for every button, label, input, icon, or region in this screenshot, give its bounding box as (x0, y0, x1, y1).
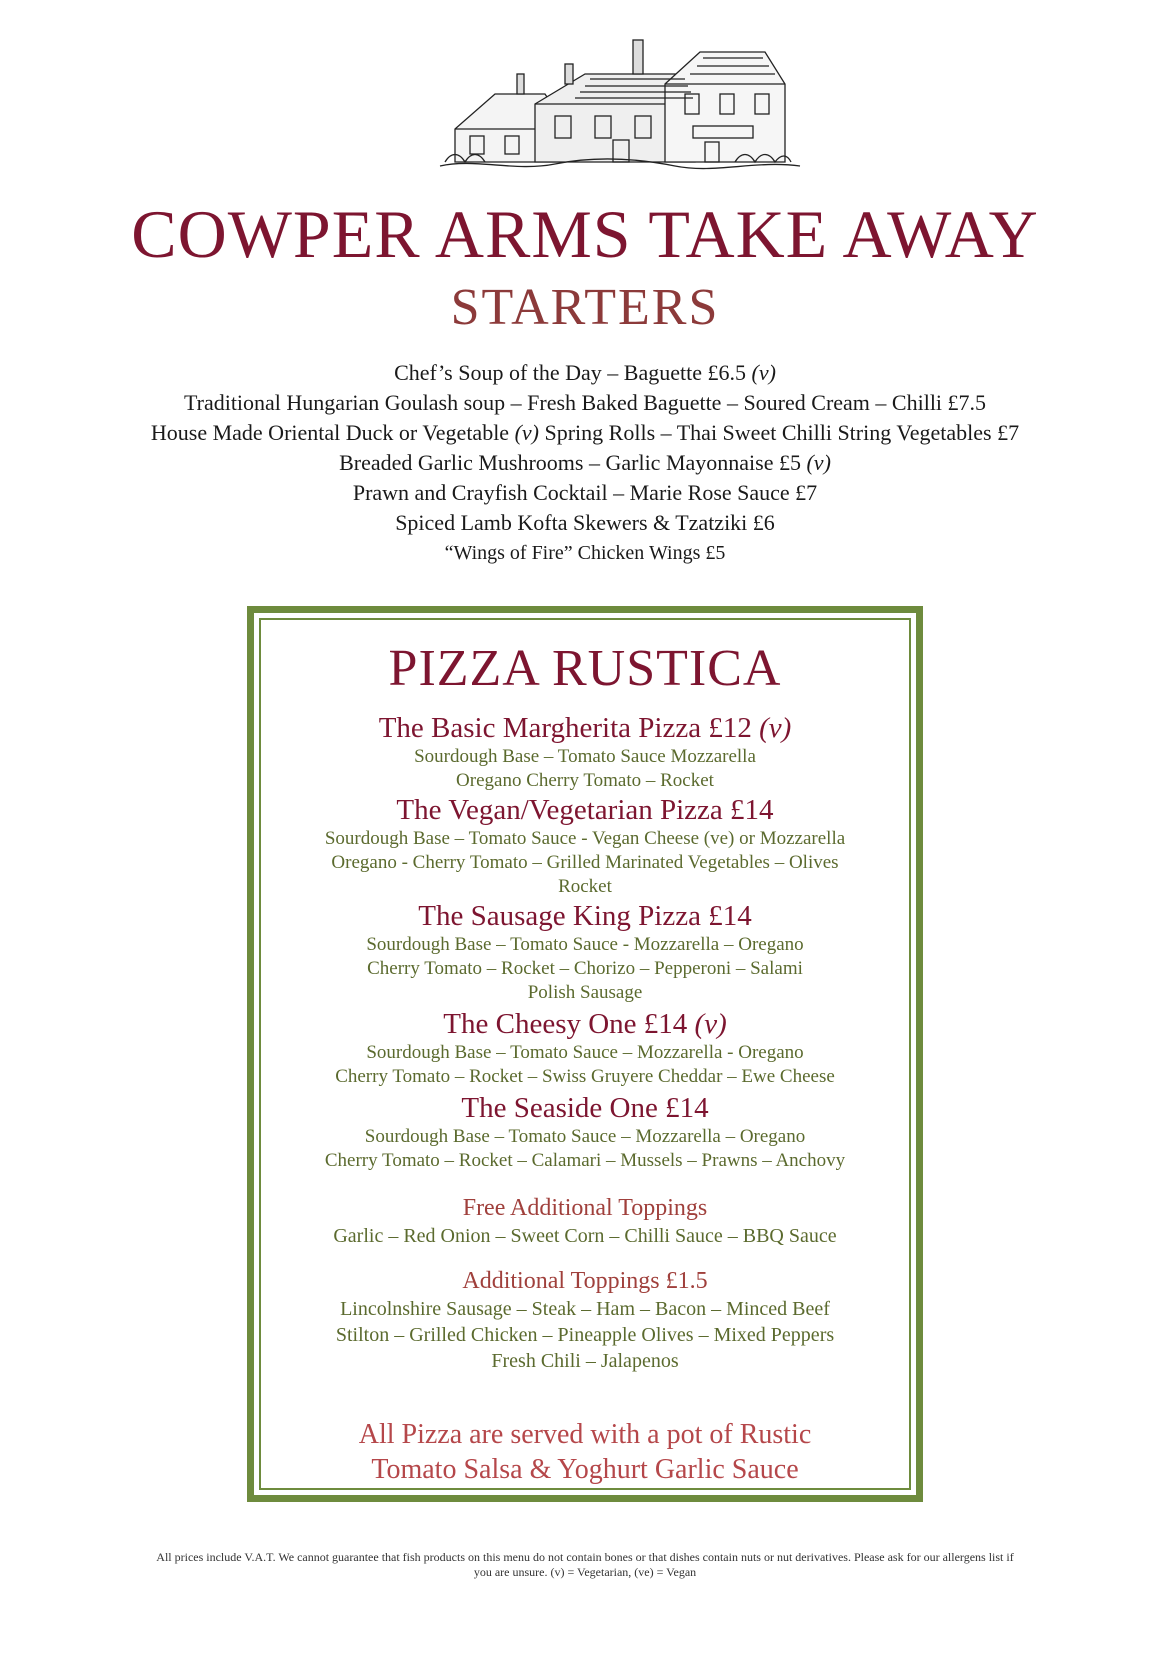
section-title-starters: STARTERS (450, 279, 720, 336)
pizza-description: Cherry Tomato – Rocket – Calamari – Mussels – Prawns – Anchovy (324, 1150, 846, 1171)
restaurant-title: COWPER ARMS TAKE AWAY (131, 196, 1039, 272)
pizza-description: Sourdough Base – Tomato Sauce Mozzarella (414, 746, 756, 767)
pizza-name: The Seaside One £14 (461, 1092, 709, 1124)
served-note: All Pizza are served with a pot of Rustic Tomato Salsa & Yoghurt Garlic Sauce (358, 1419, 812, 1485)
starter-item: Breaded Garlic Mushrooms – Garlic Mayonnaise £5 (v) (339, 450, 831, 475)
pizza-description: Cherry Tomato – Rocket – Swiss Gruyere Cheddar – Ewe Cheese (335, 1066, 835, 1087)
pizza-description: Sourdough Base – Tomato Sauce – Mozzarella - Oregano (366, 1042, 804, 1063)
starter-item: Prawn and Crayfish Cocktail – Marie Rose Sauce £7 (352, 480, 818, 505)
pizza-name: The Cheesy One £14 (v) (443, 1008, 727, 1040)
free-toppings-heading: Free Additional Toppings (462, 1195, 708, 1221)
toppings-line: Fresh Chili – Jalapenos (491, 1350, 679, 1372)
pizza-description: Oregano Cherry Tomato – Rocket (456, 770, 714, 791)
pizza-description: Sourdough Base – Tomato Sauce - Vegan Cheese (ve) or Mozzarella (324, 828, 846, 849)
additional-toppings-heading: Additional Toppings £1.5 (462, 1268, 708, 1294)
section-title-pizza: PIZZA RUSTICA (388, 640, 782, 697)
starter-item: “Wings of Fire” Chicken Wings £5 (444, 542, 726, 564)
starter-item: Spiced Lamb Kofta Skewers & Tzatziki £6 (395, 510, 775, 535)
pizza-name: The Basic Margherita Pizza £12 (v) (378, 712, 792, 744)
pizza-description: Sourdough Base – Tomato Sauce - Mozzarella – Oregano (366, 934, 804, 955)
pizza-item (254, 1091, 916, 1173)
pizza-item (254, 793, 916, 899)
pizza-description: Polish Sausage (527, 982, 643, 1003)
pizza-description: Rocket (558, 876, 612, 897)
additional-toppings (254, 1266, 916, 1374)
starter-item: Traditional Hungarian Goulash soup – Fresh Baked Baguette – Soured Cream – Chilli £7.5 (183, 390, 987, 415)
pizza-description: Oregano - Cherry Tomato – Grilled Marinated Vegetables – Olives (331, 852, 839, 873)
free-toppings (254, 1193, 916, 1249)
pizza-section-box (247, 606, 923, 1502)
pizza-item (254, 899, 916, 1005)
pub-illustration (435, 34, 805, 184)
pizza-item (254, 1007, 916, 1089)
toppings-line: Garlic – Red Onion – Sweet Corn – Chilli Sauce – BBQ Sauce (333, 1225, 837, 1247)
pizza-name: The Sausage King Pizza £14 (418, 900, 752, 932)
pizza-description: Cherry Tomato – Rocket – Chorizo – Pepperoni – Salami (367, 958, 803, 979)
footer-note: All prices include V.A.T. We cannot guarantee that fish products on this menu do not contain bones or that dishes contain nuts or nut derivatives. Please ask for our allergens list if you are unsure. (v) = Vegetarian, (ve) = Vegan (156, 1550, 1014, 1579)
pizza-description: Sourdough Base – Tomato Sauce – Mozzarella – Oregano (364, 1126, 806, 1147)
pizza-item (254, 711, 916, 793)
starter-item: Chef’s Soup of the Day – Baguette £6.5 (v) (394, 360, 776, 385)
pizza-name: The Vegan/Vegetarian Pizza £14 (396, 794, 774, 826)
toppings-line: Stilton – Grilled Chicken – Pineapple Olives – Mixed Peppers (335, 1324, 835, 1346)
starter-item: House Made Oriental Duck or Vegetable (v) Spring Rolls – Thai Sweet Chilli String Vegetables £7 (150, 420, 1020, 445)
starters-list (0, 358, 1170, 568)
toppings-line: Lincolnshire Sausage – Steak – Ham – Bacon – Minced Beef (340, 1298, 830, 1320)
